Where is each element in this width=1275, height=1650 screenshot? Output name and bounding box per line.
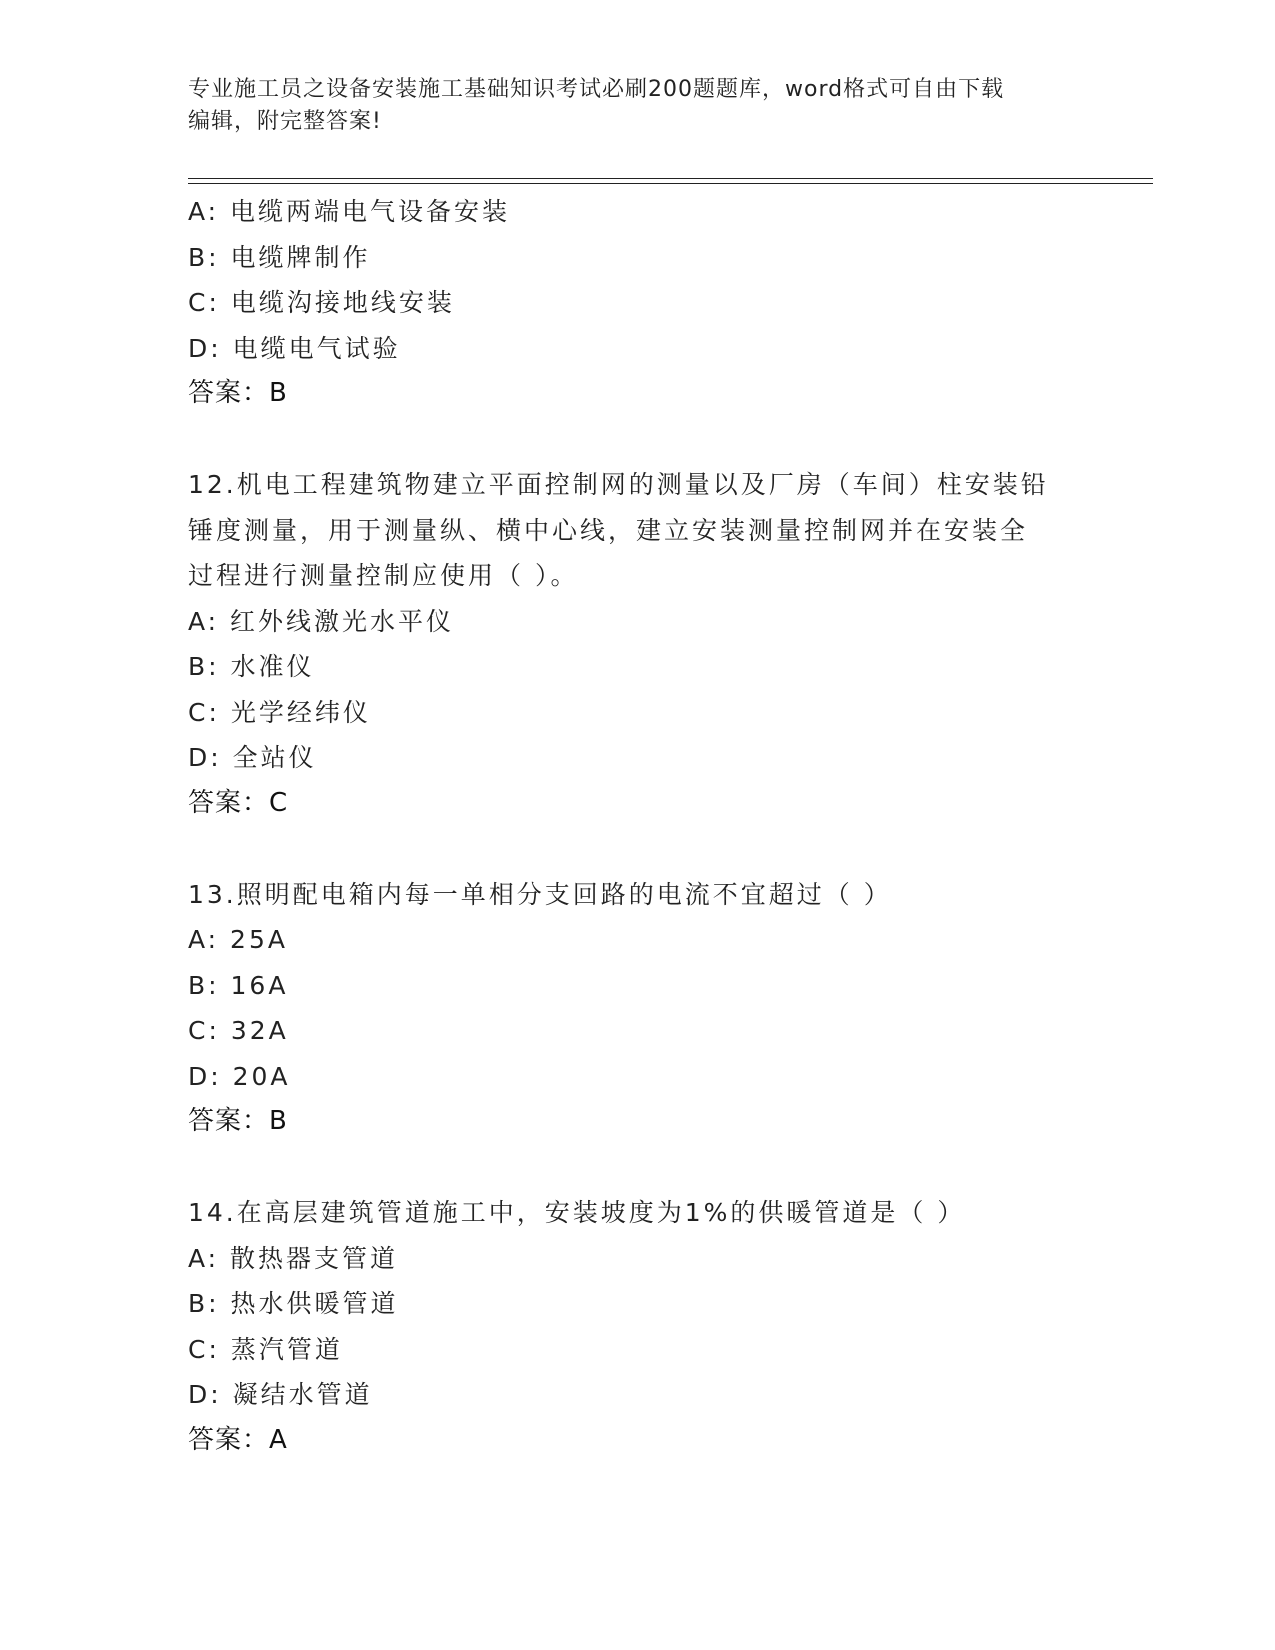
answer-line: 答案：C — [188, 787, 289, 818]
option-a: A: 电缆两端电气设备安装 — [188, 197, 511, 226]
option-a: A: 散热器支管道 — [188, 1243, 399, 1273]
option-a: A: 25A — [188, 925, 288, 954]
answer-line: 答案：A — [188, 1424, 288, 1455]
header-line-1: 专业施工员之设备安装施工基础知识考试必刷200题题库，word格式可自由下载 — [188, 77, 1005, 102]
option-c: C: 光学经纬仪 — [188, 697, 371, 727]
document-header — [188, 74, 1088, 138]
option-c: C: 32A — [188, 1016, 289, 1045]
question-text-line: 过程进行测量控制应使用（ ）。 — [188, 561, 579, 590]
question-13 — [188, 872, 1088, 1145]
option-b: B: 热水供暖管道 — [188, 1289, 399, 1318]
question-text-line: 锤度测量，用于测量纵、横中心线，建立安装测量控制网并在安装全 — [188, 515, 1029, 545]
answer-line: 答案：B — [188, 1106, 288, 1136]
question-text-line: 14.在高层建筑管道施工中，安装坡度为1%的供暖管道是（ ） — [188, 1198, 966, 1227]
option-d: D: 20A — [188, 1061, 291, 1091]
question-12 — [188, 462, 1088, 826]
option-b: B: 电缆牌制作 — [188, 242, 371, 272]
header-line-2: 编辑，附完整答案! — [188, 109, 382, 134]
header-divider-top — [188, 178, 1153, 179]
question-content — [188, 189, 1088, 1463]
question-text-line: 13.照明配电箱内每一单相分支回路的电流不宜超过（ ） — [188, 879, 892, 909]
header-divider-bottom — [188, 183, 1153, 184]
spacer — [188, 826, 1088, 872]
question-14 — [188, 1190, 1088, 1463]
option-c: C: 蒸汽管道 — [188, 1334, 343, 1364]
answer-line: 答案：B — [188, 378, 288, 408]
question-11-continued — [188, 189, 1088, 417]
option-b: B: 水准仪 — [188, 652, 315, 681]
option-d: D: 全站仪 — [188, 743, 317, 772]
spacer — [188, 417, 1088, 463]
option-b: B: 16A — [188, 970, 289, 1000]
option-a: A: 红外线激光水平仪 — [188, 606, 455, 636]
option-c: C: 电缆沟接地线安装 — [188, 288, 455, 317]
option-d: D: 电缆电气试验 — [188, 333, 401, 363]
spacer — [188, 1145, 1088, 1191]
option-d: D: 凝结水管道 — [188, 1380, 373, 1409]
question-text-line: 12.机电工程建筑物建立平面控制网的测量以及厂房（车间）柱安装铅 — [188, 470, 1049, 499]
